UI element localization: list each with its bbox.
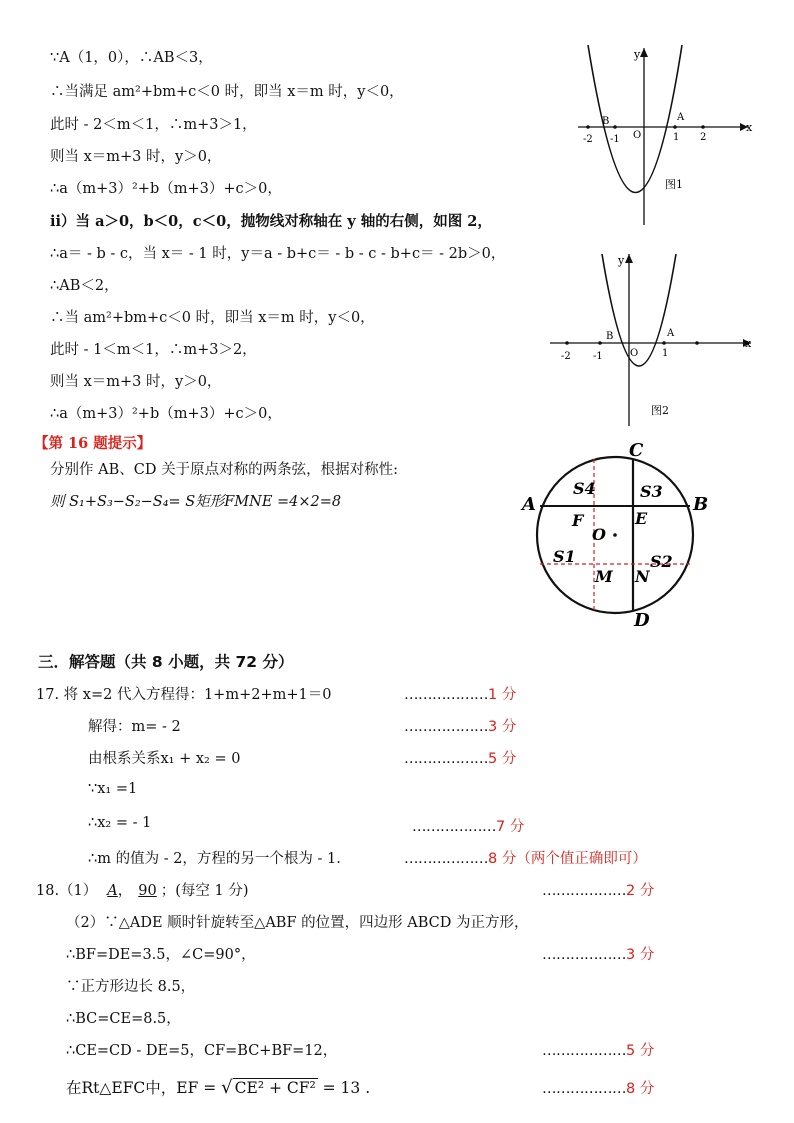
fig3-label: O <box>592 525 606 544</box>
fig2-point-label: B <box>606 331 614 342</box>
q17-line: 17. 将 x=2 代入方程得：1+m+2+m+1＝0 <box>36 687 332 703</box>
solution-line: ∴当满足 am²+bm+c＜0 时，即当 x＝m 时，y＜0， <box>50 84 404 100</box>
fig1-point-label: B <box>602 116 610 127</box>
hint-title: 【第 16 题提示】 <box>34 435 152 452</box>
fig3-label: M <box>595 567 613 586</box>
fig2-point-label: A <box>667 328 675 339</box>
fig1-point-label: A <box>677 112 685 123</box>
fig2-y-label: y <box>618 254 625 267</box>
solution-line: ∴AB＜2， <box>50 278 119 294</box>
section-heading: 三．解答题（共 8 小题，共 72 分） <box>38 653 294 671</box>
q18-line: ∵正方形边长 8.5， <box>66 979 196 995</box>
fig2-tick-label: -1 <box>593 351 603 362</box>
fig1-tick-label: -1 <box>610 134 620 145</box>
solution-line: 此时 - 2＜m＜1，∴m+3＞1， <box>50 117 257 133</box>
q18-blank: A <box>107 883 118 899</box>
q17-score: ………………3 分 <box>404 719 517 735</box>
fig1-y-label: y <box>634 48 641 61</box>
fig3-label: N <box>635 567 650 586</box>
solution-line: ∵A（1，0），∴AB＜3， <box>50 50 213 66</box>
q17-score: ………………8 分（两个值正确即可） <box>404 851 647 867</box>
fig3-label: B <box>693 494 709 515</box>
solution-case-heading: ii）当 a＞0，b＜0，c＜0，抛物线对称轴在 y 轴的右侧，如图 2， <box>50 213 492 230</box>
fig3-label: C <box>629 440 644 461</box>
q18-line: ∴CE=CD - DE=5，CF=BC+BF=12， <box>66 1043 338 1059</box>
fig1-caption: 图1 <box>665 178 683 191</box>
fig1-tick-label: O <box>633 130 642 141</box>
fig2-tick-label: O <box>630 348 639 359</box>
solution-line: ∴当 am²+bm+c＜0 时，即当 x＝m 时，y＜0， <box>50 310 375 326</box>
solution-line: 此时 - 1＜m＜1，∴m+3＞2， <box>50 342 257 358</box>
fig2-x-label: x <box>745 337 752 350</box>
sqrt-radicand: CE² + CF² <box>234 1079 316 1097</box>
fig3-region: S2 <box>650 552 673 571</box>
solution-line: 则当 x＝m+3 时，y＞0， <box>50 374 222 390</box>
q18-line: ∴BC=CE=8.5， <box>66 1011 181 1027</box>
fig1-x-label: x <box>746 121 753 134</box>
q18-line: 在Rt△EFC中，EF = √ CE² + CF² = 13 . <box>66 1077 371 1098</box>
q17-line: ∴m 的值为 - 2，方程的另一个根为 - 1. <box>88 851 341 867</box>
parabola-figure-1 <box>570 40 760 230</box>
fig2-tick-label: -2 <box>561 351 571 362</box>
q17-score: ………………5 分 <box>404 751 517 767</box>
q18-score: ………………8 分 <box>542 1081 655 1097</box>
q17-score: ………………1 分 <box>404 687 517 703</box>
fig2-tick-label: 1 <box>662 348 669 359</box>
fig3-label: E <box>635 509 648 528</box>
solution-line: ∴a（m+3）²+b（m+3）+c＞0， <box>50 181 282 197</box>
solution-line: 则当 x＝m+3 时，y＞0， <box>50 149 222 165</box>
q17-line: 由根系关系x₁ + x₂ = 0 <box>88 751 241 767</box>
q17-line: 解得：m= - 2 <box>88 719 181 735</box>
q18-score: ………………2 分 <box>542 883 655 899</box>
fig3-label: F <box>572 511 584 530</box>
q18-line: （2）∵△ADE 顺时针旋转至△ABF 的位置，四边形 ABCD 为正方形， <box>66 915 529 931</box>
fig2-caption: 图2 <box>651 404 669 417</box>
q18-blank: 90 <box>138 883 157 899</box>
solution-line: ∴a（m+3）²+b（m+3）+c＞0， <box>50 406 282 422</box>
fig3-region: S3 <box>640 482 663 501</box>
hint-text: 分别作 AB、CD 关于原点对称的两条弦，根据对称性: <box>50 462 398 478</box>
fig1-tick-label: -2 <box>583 134 593 145</box>
q17-line: ∴x₂ = - 1 <box>88 815 152 831</box>
q18-line: 18.（1） A， 90 ；(每空 1 分) <box>36 883 249 899</box>
q18-line: ∴BF=DE=3.5，∠C=90°， <box>66 947 256 963</box>
fig3-label: A <box>522 494 536 515</box>
parabola-figure-2 <box>545 246 760 436</box>
q17-line: ∵x₁ =1 <box>88 781 138 797</box>
fig1-tick-label: 2 <box>700 132 707 143</box>
q18-score: ………………5 分 <box>542 1043 655 1059</box>
hint-formula: 则 S₁+S₃−S₂−S₄= S矩形FMNE =4×2=8 <box>50 494 342 510</box>
q17-score: ………………7 分 <box>412 819 525 835</box>
q18-score: ………………3 分 <box>542 947 655 963</box>
fig1-tick-label: 1 <box>673 132 680 143</box>
fig3-label: D <box>634 610 650 630</box>
solution-line: ∴a＝ - b - c，当 x＝ - 1 时，y＝a - b+c＝ - b - c - b+c＝ - 2b＞0， <box>50 246 506 262</box>
circle-chords-figure <box>520 440 710 630</box>
fig3-region: S4 <box>573 479 596 498</box>
fig3-region: S1 <box>553 547 576 566</box>
